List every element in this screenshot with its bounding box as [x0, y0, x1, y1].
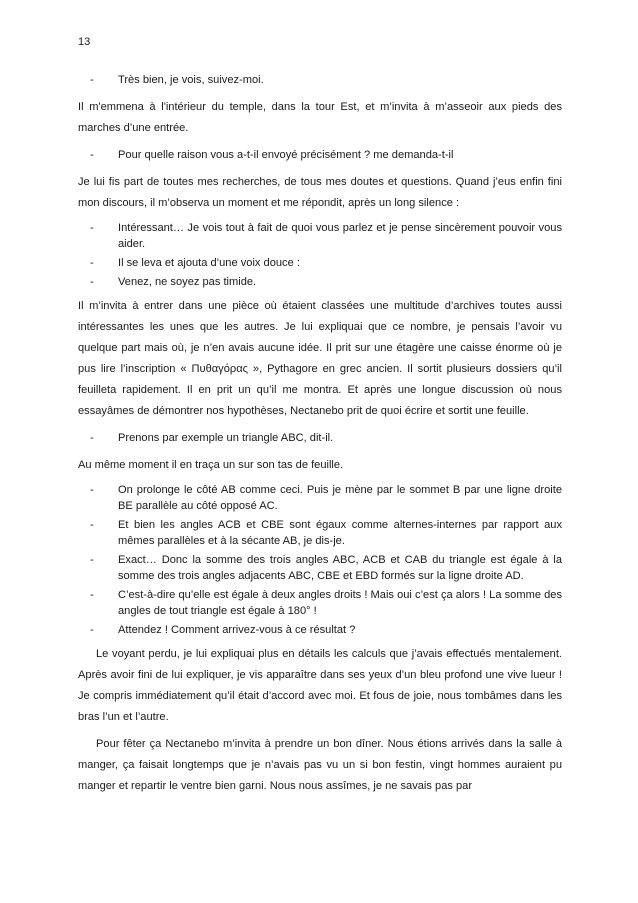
dialogue-line	[78, 70, 562, 91]
dialogue-text: Pour quelle raison vous a-t-il envoyé précisément ? me demanda-t-il	[118, 149, 454, 161]
dialogue-text: Très bien, je vois, suivez-moi.	[118, 74, 264, 86]
dash-marker: -	[90, 257, 94, 269]
dialogue-item	[90, 552, 562, 584]
dialogue-item	[90, 255, 562, 271]
dash-marker: -	[90, 276, 94, 288]
dialogue-item	[90, 587, 562, 619]
dash-marker: -	[90, 484, 94, 496]
dash-marker: -	[90, 519, 94, 531]
paragraph: Je lui fis part de toutes mes recherches, de tous mes doutes et questions. Quand j’eus enfin fini mon discours, il m’observa un moment et me répondit, après un long silence :	[78, 176, 562, 209]
dash-marker: -	[90, 589, 94, 601]
paragraph: Pour fêter ça Nectanebo m’invita à prendre un bon dîner. Nous étions arrivés dans la salle à manger, ça faisait longtemps que je n’avais pas vu un si bon festin, vingt hommes auraient pu manger et repartir le ventre bien garni. Nous nous assîmes, je ne savais pas par	[78, 738, 562, 792]
dialogue-text: Et bien les angles ACB et CBE sont égaux comme alternes-internes par rapport aux mêmes parallèles et à la sécante AB, je dis-je.	[118, 519, 562, 547]
dash-marker: -	[90, 149, 94, 161]
dialogue-item	[90, 70, 562, 91]
page-body	[78, 70, 562, 803]
dialogue-text: Attendez ! Comment arrivez-vous à ce résultat ?	[118, 624, 356, 636]
dialogue-text: Il se leva et ajouta d’une voix douce :	[118, 257, 300, 269]
dialogue-item	[90, 220, 562, 252]
dash-marker: -	[90, 432, 94, 444]
paragraph: Le voyant perdu, je lui expliquai plus en détails les calculs que j’avais effectués mentalement. Après avoir fini de lui expliquer, je vis apparaître dans ses yeux d’un bleu profond une vive lueur ! Je compris immédiatement qu’il était d’accord avec moi. Et fous de joie, nous tombâmes dans les bras l’un et l’autre.	[78, 648, 562, 723]
dialogue-item	[90, 274, 562, 290]
dialogue-line	[78, 145, 562, 166]
dash-marker: -	[90, 624, 94, 636]
page-number: 13	[78, 36, 91, 48]
paragraph: Il m’invita à entrer dans une pièce où étaient classées une multitude d’archives toutes aussi intéressantes les unes que les autres. Je lui expliquai que ce nombre, je pensais l’avoir vu quelque part mais où, je n’en avais aucune idée. Il prit sur une étagère une caisse énorme où je pus lire l’inscription « Πυθαγόρας », Pythagore en grec ancien. Il sortit plusieurs dossiers qu’il feuilleta rapidement. Il en prit un qu’il me montra. Et après une longue discussion où nous essayâmes de démontrer nos hypothèses, Nectanebo prit de quoi écrire et sortit une feuille.	[78, 300, 562, 417]
dash-marker: -	[90, 222, 94, 234]
dash-marker: -	[90, 554, 94, 566]
dialogue-item	[90, 428, 562, 449]
paragraph: Au même moment il en traça un sur son tas de feuille.	[78, 459, 344, 471]
dialogue-item	[90, 145, 562, 166]
paragraph: Il m'emmena à l'intérieur du temple, dans la tour Est, et m’invita à m’asseoir aux pieds des marches d’une entrée.	[78, 101, 562, 134]
dialogue-text: Intéressant… Je vois tout à fait de quoi vous parlez et je pense sincèrement pouvoir vous aider.	[118, 222, 562, 250]
dialogue-text: Prenons par exemple un triangle ABC, dit-il.	[118, 432, 334, 444]
dash-marker: -	[90, 74, 94, 86]
dialogue-item	[90, 622, 562, 638]
dialogue-text: C’est-à-dire qu’elle est égale à deux angles droits ! Mais oui c’est ça alors ! La somme des angles de tout triangle est égale à 180° !	[118, 589, 562, 617]
dialogue-text: On prolonge le côté AB comme ceci. Puis je mène par le sommet B par une ligne droite BE parallèle au côté opposé AC.	[118, 484, 562, 512]
dialogue-item	[90, 517, 562, 549]
dialogue-line	[78, 428, 562, 449]
dialogue-list	[78, 220, 562, 290]
dialogue-list	[78, 482, 562, 638]
dialogue-text: Exact… Donc la somme des trois angles ABC, ACB et CAB du triangle est égale à la somme des trois angles adjacents ABC, CBE et EBD formés sur la ligne droite AD.	[118, 554, 562, 582]
dialogue-item	[90, 482, 562, 514]
dialogue-text: Venez, ne soyez pas timide.	[118, 276, 257, 288]
